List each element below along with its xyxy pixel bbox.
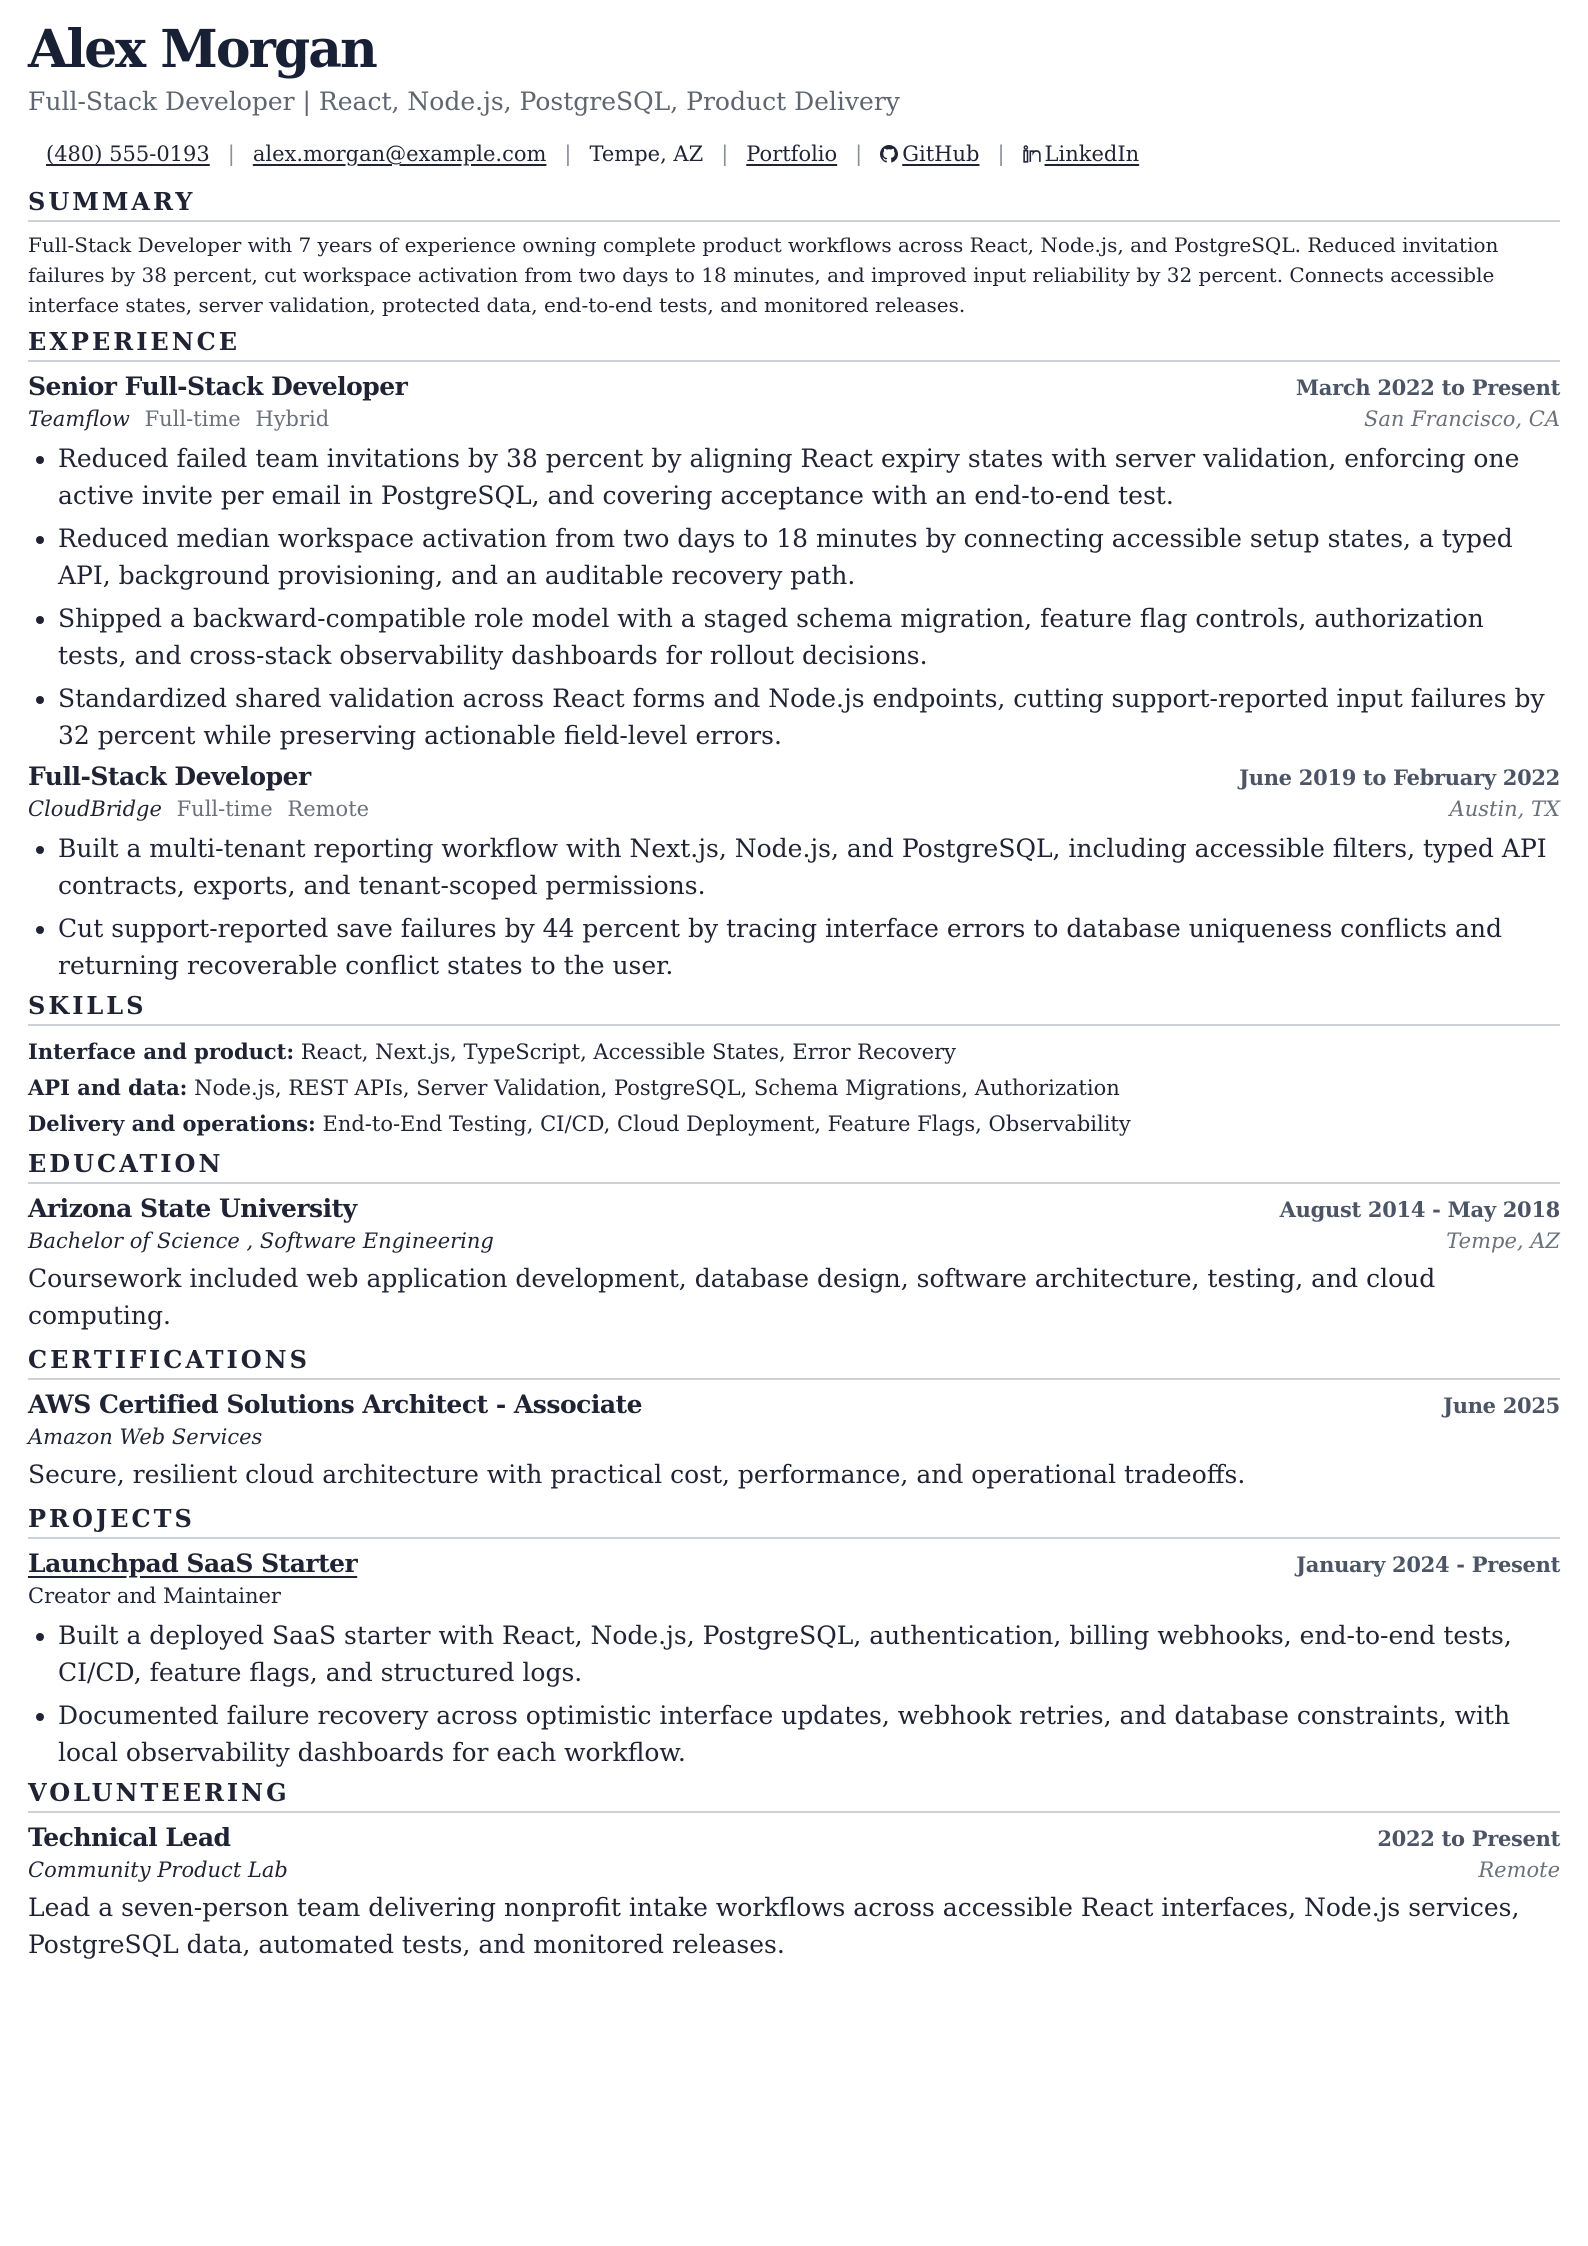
skill-group-items: End-to-End Testing, CI/CD, Cloud Deployment, Feature Flags, Observability xyxy=(322,1112,1131,1136)
degree: Bachelor of Science , Software Engineering xyxy=(28,1229,494,1253)
certification-issuer: Amazon Web Services xyxy=(28,1425,263,1449)
bullet-item: • Documented failure recovery across optimistic interface updates, webhook retries, and database constraints, with local observability dashboards for each workflow. xyxy=(58,1697,1560,1771)
certifications-section xyxy=(28,1344,1560,1493)
separator: | xyxy=(997,142,1005,166)
project-date: January 2024 - Present xyxy=(1296,1552,1560,1577)
projects-section xyxy=(28,1503,1560,1771)
skills-list xyxy=(28,1034,1560,1142)
contact-bar xyxy=(46,140,1560,168)
github-label: GitHub xyxy=(902,142,980,166)
job-location: San Francisco, CA xyxy=(1363,407,1560,431)
skill-group-label: Interface and product: xyxy=(28,1039,295,1064)
volunteering-section xyxy=(28,1777,1560,1963)
volunteer-date: 2022 to Present xyxy=(1377,1826,1560,1851)
section-title: SUMMARY xyxy=(28,186,1560,222)
bullet-item: • Built a multi-tenant reporting workflow with Next.js, Node.js, and PostgreSQL, including accessible filters, typed API contracts, exports, and tenant-scoped permissions. xyxy=(58,830,1560,904)
skill-group-label: API and data: xyxy=(28,1075,188,1100)
job-date: March 2022 to Present xyxy=(1295,375,1560,400)
job-entry xyxy=(28,370,1560,754)
education-description: Coursework included web application development, database design, software architecture, testing, and cloud computing. xyxy=(28,1264,1436,1330)
linkedin-link-wrap[interactable] xyxy=(1023,140,1140,168)
experience-section xyxy=(28,326,1560,984)
portfolio-link[interactable]: Portfolio xyxy=(746,142,838,166)
section-title: PROJECTS xyxy=(28,1503,1560,1539)
job-bullets xyxy=(28,440,1560,754)
bullet-item: • Standardized shared validation across React forms and Node.js endpoints, cutting support-reported input failures by 32 percent while preserving actionable field-level errors. xyxy=(58,680,1560,754)
skill-group xyxy=(28,1034,1560,1070)
section-title: SKILLS xyxy=(28,990,1560,1026)
email-link[interactable]: alex.morgan@example.com xyxy=(252,142,547,166)
section-title: EXPERIENCE xyxy=(28,326,1560,362)
separator: | xyxy=(227,142,235,166)
job-bullets xyxy=(28,830,1560,984)
job-date: June 2019 to February 2022 xyxy=(1239,765,1560,790)
skill-group-label: Delivery and operations: xyxy=(28,1111,316,1136)
school-name: Arizona State University xyxy=(28,1194,357,1223)
skill-group xyxy=(28,1106,1560,1142)
certification-date: June 2025 xyxy=(1443,1393,1560,1418)
education-section xyxy=(28,1148,1560,1334)
job-role: Full-Stack Developer xyxy=(28,762,311,791)
location-text: Tempe, AZ xyxy=(589,142,704,166)
bullet-item: • Reduced median workspace activation from two days to 18 minutes by connecting accessible setup states, a typed API, background provisioning, and an auditable recovery path. xyxy=(58,520,1560,594)
linkedin-icon xyxy=(1023,145,1041,163)
skills-section xyxy=(28,990,1560,1142)
github-link-wrap[interactable] xyxy=(880,140,979,168)
job-location: Austin, TX xyxy=(1449,797,1560,821)
bullet-item: • Shipped a backward-compatible role model with a staged schema migration, feature flag controls, authorization tests, and cross-stack observability dashboards for rollout decisions. xyxy=(58,600,1560,674)
education-location: Tempe, AZ xyxy=(1446,1229,1560,1253)
job-role: Senior Full-Stack Developer xyxy=(28,372,408,401)
volunteer-role: Technical Lead xyxy=(28,1823,231,1852)
separator: | xyxy=(721,142,729,166)
separator: | xyxy=(564,142,572,166)
project-role: Creator and Maintainer xyxy=(28,1584,281,1608)
skill-group xyxy=(28,1070,1560,1106)
work-mode: Remote xyxy=(287,797,370,821)
volunteer-location: Remote xyxy=(1478,1858,1560,1882)
separator: | xyxy=(855,142,863,166)
bullet-item: • Built a deployed SaaS starter with React, Node.js, PostgreSQL, authentication, billing webhooks, end-to-end tests, CI/CD, feature flags, and structured logs. xyxy=(58,1617,1560,1691)
phone-link[interactable]: (480) 555-0193 xyxy=(46,142,210,166)
section-title: EDUCATION xyxy=(28,1148,1560,1184)
work-mode: Hybrid xyxy=(255,407,330,431)
bullet-item: • Reduced failed team invitations by 38 percent by aligning React expiry states with server validation, enforcing one active invite per email in PostgreSQL, and covering acceptance with an end-to-end test. xyxy=(58,440,1560,514)
github-icon xyxy=(880,145,898,163)
summary-section xyxy=(28,186,1560,320)
job-entry xyxy=(28,760,1560,984)
section-title: VOLUNTEERING xyxy=(28,1777,1560,1813)
employment-type: Full-time xyxy=(144,407,241,431)
certification-name: AWS Certified Solutions Architect - Associate xyxy=(28,1390,642,1419)
summary-text: Full-Stack Developer with 7 years of experience owning complete product workflows across React, Node.js, and PostgreSQL. Reduced invitation failures by 38 percent, cut workspace activation from two days to 18 minutes, and improved input reliability by 32 percent. Connects accessible interface states, server validation, protected data, end-to-end tests, and monitored releases. xyxy=(28,233,1499,317)
skill-group-items: Node.js, REST APIs, Server Validation, PostgreSQL, Schema Migrations, Authorization xyxy=(194,1076,1120,1100)
company-name: CloudBridge xyxy=(28,797,162,821)
project-link[interactable]: Launchpad SaaS Starter xyxy=(28,1549,358,1578)
headline: Full-Stack Developer | React, Node.js, PostgreSQL, Product Delivery xyxy=(28,87,900,116)
bullet-item: • Cut support-reported save failures by 44 percent by tracing interface errors to database uniqueness conflicts and returning recoverable conflict states to the user. xyxy=(58,910,1560,984)
volunteer-description: Lead a seven-person team delivering nonprofit intake workflows across accessible React interfaces, Node.js services, PostgreSQL data, automated tests, and monitored releases. xyxy=(28,1893,1520,1959)
candidate-name: Alex Morgan xyxy=(28,19,376,80)
employment-type: Full-time xyxy=(176,797,273,821)
certification-description: Secure, resilient cloud architecture with practical cost, performance, and operational tradeoffs. xyxy=(28,1460,1246,1489)
section-title: CERTIFICATIONS xyxy=(28,1344,1560,1380)
skill-group-items: React, Next.js, TypeScript, Accessible States, Error Recovery xyxy=(300,1040,957,1064)
volunteer-organization: Community Product Lab xyxy=(28,1858,288,1882)
company-name: Teamflow xyxy=(28,407,130,431)
project-bullets xyxy=(28,1617,1560,1771)
linkedin-label: LinkedIn xyxy=(1044,142,1140,166)
education-date: August 2014 - May 2018 xyxy=(1279,1197,1560,1222)
